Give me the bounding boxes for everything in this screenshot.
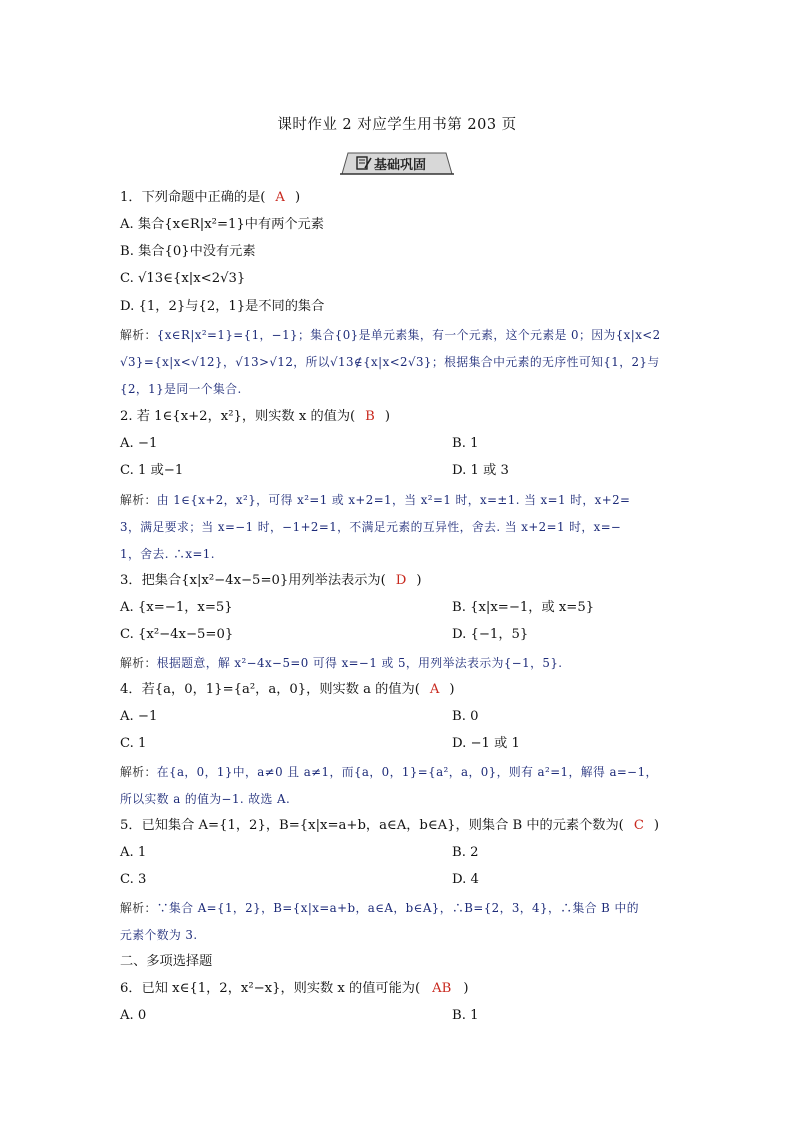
question-5-option-a: A. 1	[120, 845, 147, 860]
question-2-explanation-line: 解析：由 1∈{x+2，x²}，可得 x²=1 或 x+2=1，当 x²=1 时，x=±1. 当 x=1 时，x+2=	[120, 493, 631, 507]
question-2-explanation-line: 1，舍去. ∴x=1.	[120, 547, 215, 561]
question-5-explanation-line: 解析：∵集合 A={1，2}，B={x|x=a+b，a∈A，b∈A}，∴B={2，3，4}，∴集合 B 中的	[120, 901, 639, 915]
section-badge	[340, 150, 454, 178]
section-heading: 二、多项选择题	[120, 954, 213, 969]
question-1-option-b: B. 集合{0}中没有元素	[120, 244, 256, 259]
question-4-option-a: A. −1	[120, 709, 158, 724]
question-2-option-d: D. 1 或 3	[452, 463, 509, 478]
question-5-option-b: B. 2	[452, 845, 479, 860]
question-1-stem: 1．下列命题中正确的是( A )	[120, 190, 301, 205]
question-3-explanation-line: 解析：根据题意，解 x²−4x−5=0 可得 x=−1 或 5，用列举法表示为{−1，5}.	[120, 656, 563, 670]
question-6-option-a: A. 0	[120, 1008, 147, 1023]
question-3-stem: 3．把集合{x|x²−4x−5=0}用列举法表示为( D )	[120, 573, 422, 588]
question-5-option-d: D. 4	[452, 872, 479, 887]
question-3-option-d: D. {−1，5}	[452, 627, 529, 642]
question-1-explanation-line: {2，1}是同一个集合.	[120, 382, 242, 396]
question-3-option-b: B. {x|x=−1，或 x=5}	[452, 600, 595, 615]
question-3-option-c: C. {x²−4x−5=0}	[120, 627, 234, 642]
question-2-explanation-line: 3，满足要求；当 x=−1 时，−1+2=1，不满足元素的互异性，舍去. 当 x+2=1 时，x=−	[120, 520, 622, 534]
question-2-stem: 2. 若 1∈{x+2，x²}，则实数 x 的值为( B )	[120, 409, 391, 424]
question-4-option-c: C. 1	[120, 736, 147, 751]
question-6-stem: 6．已知 x∈{1，2，x²−x}，则实数 x 的值可能为( AB )	[120, 981, 469, 996]
question-4-answer: A	[429, 682, 440, 697]
question-4-option-b: B. 0	[452, 709, 479, 724]
question-2-option-c: C. 1 或−1	[120, 463, 184, 478]
badge-label: 基础巩固	[374, 158, 427, 173]
question-3-answer: D	[395, 573, 407, 588]
question-2-option-a: A. −1	[120, 436, 158, 451]
question-5-explanation-line: 元素个数为 3.	[120, 928, 198, 942]
notebook-pencil-icon	[356, 156, 372, 170]
question-1-option-a: A. 集合{x∈R|x²=1}中有两个元素	[120, 217, 324, 232]
question-2-option-b: B. 1	[452, 436, 479, 451]
question-5-option-c: C. 3	[120, 872, 147, 887]
question-1-explanation-line: 解析：{x∈R|x²=1}={1，−1}；集合{0}是单元素集，有一个元素，这个元素是 0；因为{x|x<2	[120, 328, 661, 342]
question-1-explanation-line: √3}={x|x<√12}，√13>√12，所以√13∉{x|x<2√3}；根据集合中元素的无序性可知{1，2}与	[120, 355, 660, 369]
question-6-option-b: B. 1	[452, 1008, 479, 1023]
question-5-answer: C	[633, 818, 644, 833]
question-6-answer: AB	[432, 981, 452, 996]
question-1-option-c: C. √13∈{x|x<2√3}	[120, 271, 246, 286]
question-1-option-d: D. {1，2}与{2，1}是不同的集合	[120, 299, 325, 314]
question-1-answer: A	[275, 190, 285, 205]
question-4-stem: 4．若{a，0，1}={a²，a，0}，则实数 a 的值为( A )	[120, 682, 455, 697]
page-title: 课时作业 2 对应学生用书第 203 页	[277, 117, 517, 133]
question-4-explanation-line: 所以实数 a 的值为−1. 故选 A.	[120, 792, 291, 806]
question-5-stem: 5．已知集合 A={1，2}，B={x|x=a+b，a∈A，b∈A}，则集合 B 中的元素个数为( C )	[120, 818, 660, 833]
question-2-answer: B	[365, 409, 375, 424]
question-4-option-d: D. −1 或 1	[452, 736, 520, 751]
question-4-explanation-line: 解析：在{a，0，1}中，a≠0 且 a≠1，而{a，0，1}={a²，a，0}，则有 a²=1，解得 a=−1，	[120, 765, 658, 779]
question-3-option-a: A. {x=−1，x=5}	[120, 600, 233, 615]
